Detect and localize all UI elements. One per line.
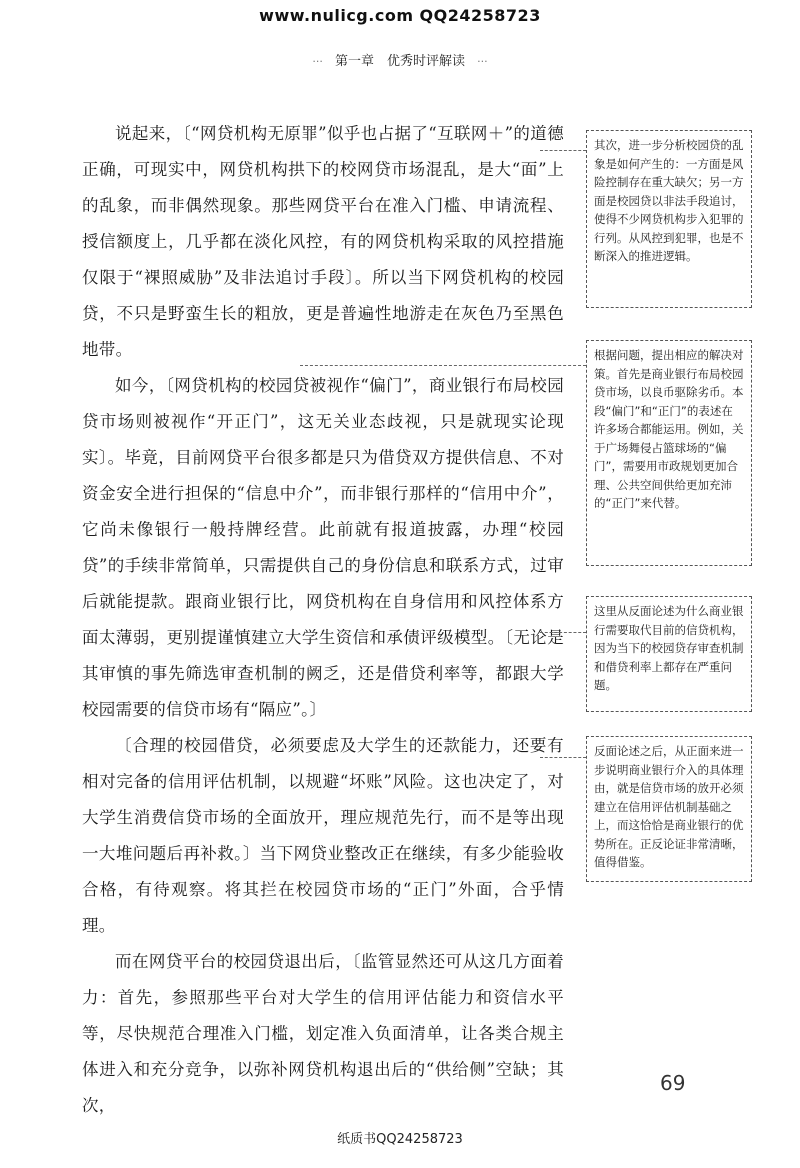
margin-note-3: 这里从反面论述为什么商业银行需要取代目前的信贷机构，因为当下的校园贷存审查机制和借贷利率上都存在严重问题。 — [586, 596, 752, 712]
site-watermark-header: www.nulicg.com QQ24258723 — [259, 6, 541, 25]
chapter-title-right-dots: ··· — [477, 55, 488, 68]
note-connector-1 — [540, 150, 586, 151]
body-paragraph-4: 而在网贷平台的校园贷退出后，〔监管显然还可从这几方面着力：首先，参照那些平台对大学生的信用评估能力和资信水平等，尽快规范合理准入门槛，划定准入负面清单，让各类合规主体进入和充分竞争，以弥补网贷机构退出后的“供给侧”空缺；其次， — [82, 952, 564, 1115]
chapter-title-left-dots: ··· — [312, 55, 323, 68]
note-connector-2 — [300, 365, 586, 366]
note-connector-3 — [540, 632, 586, 633]
footer-watermark: 纸质书QQ24258723 — [337, 1132, 463, 1147]
chapter-title-text: 第一章 优秀时评解读 — [334, 54, 465, 69]
margin-note-1: 其次，进一步分析校园贷的乱象是如何产生的：一方面是风险控制存在重大缺欠；另一方面是校园贷以非法手段追讨，使得不少网贷机构步入犯罪的行列。从风控到犯罪，也是不断深入的推进逻辑。 — [586, 130, 752, 308]
body-paragraph-1: 说起来，〔“网贷机构无原罪”似乎也占据了“互联网＋”的道德正确，可现实中，网贷机构拱下的校网贷市场混乱，是大“面”上的乱象，而非偶然现象。那些网贷平台在准入门槛、申请流程、授信额度上，几乎都在淡化风控，有的网贷机构采取的风控措施仅限于“裸照威胁”及非法追讨手段〕。所以当下网贷机构的校园贷，不只是野蛮生长的粗放，更是普遍性地游走在灰色乃至黑色地带。 — [82, 124, 564, 359]
main-body-text — [82, 116, 564, 1124]
body-paragraph-3: 〔合理的校园借贷，必须要虑及大学生的还款能力，还要有相对完备的信用评估机制，以规避“坏账”风险。这也决定了，对大学生消费信贷市场的全面放开，理应规范先行，而不是等出现一大堆问题后再补救。〕当下网贷业整改正在继续，有多少能验收合格，有待观察。将其拦在校园贷市场的“正门”外面，合乎情理。 — [82, 736, 564, 935]
chapter-title — [0, 50, 800, 69]
margin-note-4: 反面论述之后，从正面来进一步说明商业银行介入的具体理由，就是信贷市场的放开必须建立在信用评估机制基础之上，而这恰恰是商业银行的优势所在。正反论证非常清晰，值得借鉴。 — [586, 736, 752, 882]
margin-note-2: 根据问题，提出相应的解决对策。首先是商业银行布局校园贷市场，以良币驱除劣币。本段“偏门”和“正门”的表述在许多场合都能运用。例如，关于广场舞侵占篮球场的“偏门”，需要用市政规划更加合理、公共空间供给更加充沛的“正门”来代替。 — [586, 340, 752, 566]
note-connector-4 — [540, 757, 586, 758]
page-number: 69 — [660, 1071, 686, 1095]
body-paragraph-2: 如今，〔网贷机构的校园贷被视作“偏门”，商业银行布局校园贷市场则被视作“开正门”，这无关业态歧视，只是就现实论现实〕。毕竟，目前网贷平台很多都是只为借贷双方提供信息、不对资金安全进行担保的“信息中介”，而非银行那样的“信用中介”，它尚未像银行一般持牌经营。此前就有报道披露，办理“校园贷”的手续非常简单，只需提供自己的身份信息和联系方式，过审后就能提款。跟商业银行比，网贷机构在自身信用和风控体系方面太薄弱，更别提谨慎建立大学生资信和承债评级模型。〔无论是其审慎的事先筛选审查机制的阙乏，还是借贷利率等，都跟大学校园需要的信贷市场有“隔应”。〕 — [82, 376, 564, 719]
